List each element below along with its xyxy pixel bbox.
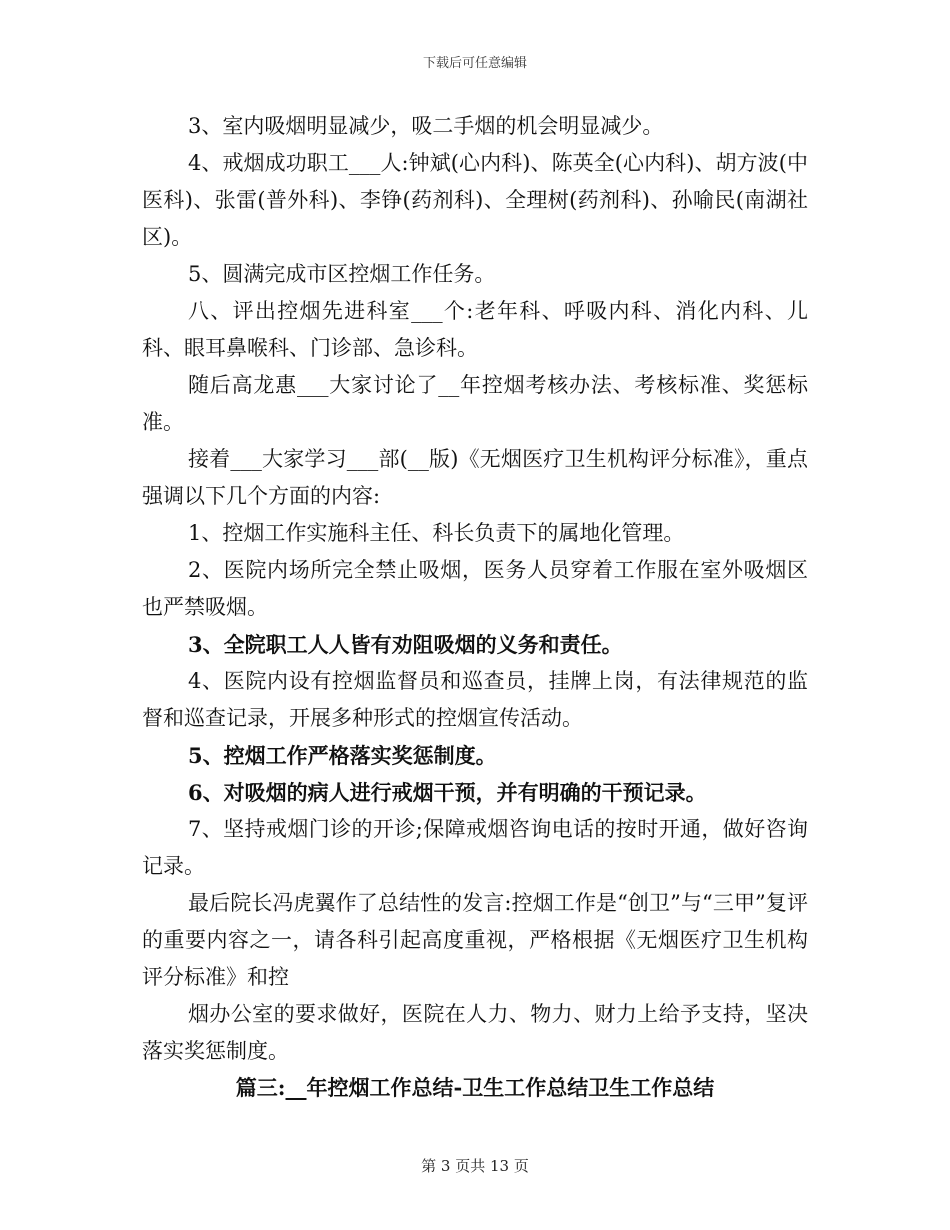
paragraph: 1、控烟工作实施科主任、科长负责下的属地化管理。 bbox=[188, 521, 685, 545]
paragraph: 5、圆满完成市区控烟工作任务。 bbox=[188, 262, 496, 286]
page-header-note: 下载后可任意编辑 bbox=[422, 56, 527, 71]
paragraph-bold: 3、全院职工人人皆有劝阻吸烟的义务和责任。 bbox=[188, 632, 623, 657]
paragraph-bold: 6、对吸烟的病人进行戒烟干预，并有明确的干预记录。 bbox=[188, 780, 707, 805]
paragraph: 烟办公室的要求做好，医院在人力、物力、财力上给予支持，坚决落实奖惩制度。 bbox=[142, 1002, 808, 1063]
paragraph: 随后高龙惠___大家讨论了__年控烟考核办法、考核标准、奖惩标准。 bbox=[142, 373, 808, 434]
paragraph: 八、评出控烟先进科室___个:老年科、呼吸内科、消化内科、儿科、眼耳鼻喉科、门诊部、急诊科。 bbox=[142, 299, 808, 360]
paragraph: 4、医院内设有控烟监督员和巡查员，挂牌上岗，有法律规范的监督和巡查记录，开展多种形式的控烟宣传活动。 bbox=[142, 669, 808, 730]
paragraph: 7、坚持戒烟门诊的开诊;保障戒烟咨询电话的按时开通，做好咨询记录。 bbox=[142, 817, 808, 878]
paragraph: 2、医院内场所完全禁止吸烟，医务人员穿着工作服在室外吸烟区也严禁吸烟。 bbox=[142, 558, 808, 619]
paragraph: 4、戒烟成功职工___人:钟斌(心内科)、陈英全(心内科)、胡方波(中医科)、张雷(普外科)、李铮(药剂科)、全理树(药剂科)、孙喻民(南湖社区)。 bbox=[142, 151, 808, 249]
paragraph: 3、室内吸烟明显减少，吸二手烟的机会明显减少。 bbox=[188, 114, 664, 138]
paragraph: 接着___大家学习___部(__版)《无烟医疗卫生机构评分标准》，重点强调以下几个方面的内容: bbox=[142, 447, 808, 508]
paragraph-bold: 5、控烟工作严格落实奖惩制度。 bbox=[188, 743, 497, 768]
section-heading: 篇三:__年控烟工作总结-卫生工作总结卫生工作总结 bbox=[235, 1075, 715, 1100]
document-body bbox=[142, 108, 808, 1070]
page-number-footer: 第 3 页共 13 页 bbox=[421, 1157, 529, 1175]
paragraph: 最后院长冯虎翼作了总结性的发言:控烟工作是“创卫”与“三甲”复评的重要内容之一，请各科引起高度重视，严格根据《无烟医疗卫生机构评分标准》和控 bbox=[142, 891, 808, 989]
